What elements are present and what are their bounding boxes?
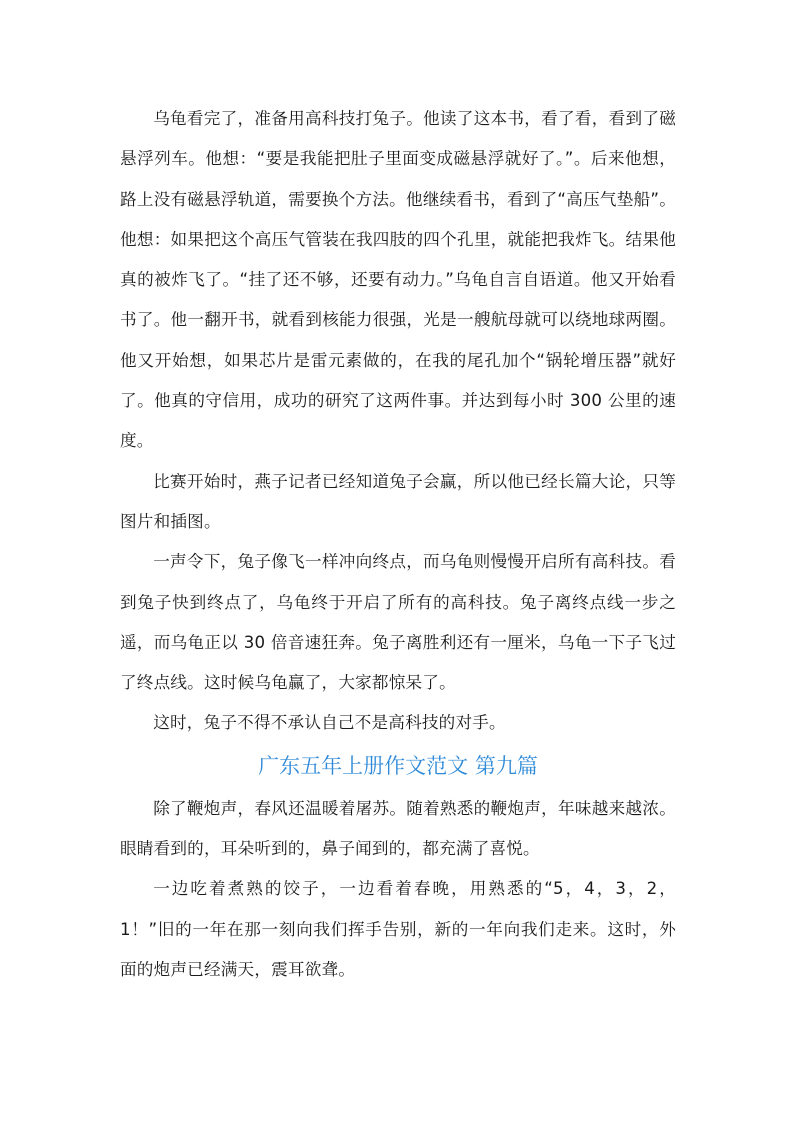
document-page <box>120 99 676 990</box>
paragraph-new-year: 一边吃着煮熟的饺子，一边看着春晚，用熟悉的“5，4，3，2，1！”旧的一年在那一刻向我们挥手告别，新的一年向我们走来。这时，外面的炮声已经满天，震耳欲聋。 <box>120 879 676 979</box>
paragraph-race-finish: 一声令下，兔子像飞一样冲向终点，而乌龟则慢慢开启所有高科技。看到兔子快到终点了，乌龟终于开启了所有的高科技。兔子离终点线一步之遥，而乌龟正以 30 倍音速狂奔。兔子离胜利还有一厘米，乌龟一下子飞过了终点线。这时候乌龟赢了，大家都惊呆了。 <box>120 552 676 693</box>
section-heading: 广东五年上册作文范文 第九篇 <box>258 753 538 778</box>
paragraph-firecrackers: 除了鞭炮声，春风还温暖着屠苏。随着熟悉的鞭炮声，年味越来越浓。眼睛看到的，耳朵听到的，鼻子闻到的，都充满了喜悦。 <box>120 798 676 859</box>
paragraph-turtle-research: 乌龟看完了，准备用高科技打兔子。他读了这本书，看了看，看到了磁悬浮列车。他想：“要是我能把肚子里面变成磁悬浮就好了。”。后来他想，路上没有磁悬浮轨道，需要换个方法。他继续看书，看到了“高压气垫船”。他想：如果把这个高压气管装在我四肢的四个孔里，就能把我炸飞。结果他真的被炸飞了。“挂了还不够，还要有动力。”乌龟自言自语道。他又开始看书了。他一翻开书，就看到核能力很强，光是一艘航母就可以绕地球两圈。他又开始想，如果芯片是雷元素做的，在我的尾孔加个“锅轮增压器”就好了。他真的守信用，成功的研究了这两件事。并达到每小时 300 公里的速度。 <box>120 109 676 451</box>
paragraph-race-start: 比赛开始时，燕子记者已经知道兔子会赢，所以他已经长篇大论，只等图片和插图。 <box>120 471 676 531</box>
paragraph-rabbit-admits: 这时，兔子不得不承认自己不是高科技的对手。 <box>153 713 506 733</box>
